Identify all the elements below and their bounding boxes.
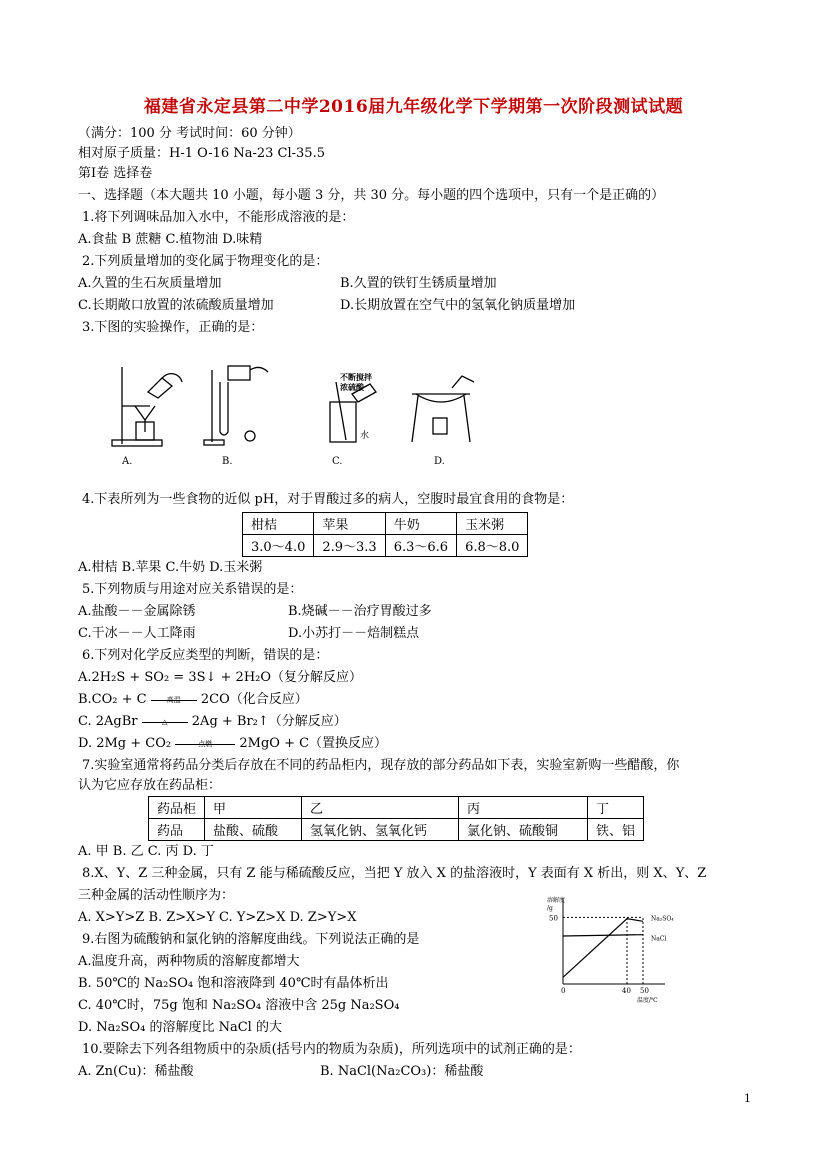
x-tick-label: 40 xyxy=(622,987,631,995)
page-title: 福建省永定县第二中学2016届九年级化学下学期第一次阶段测试试题 xyxy=(143,97,684,117)
question-6-option-c xyxy=(78,713,347,731)
question-6-option-d xyxy=(78,735,387,753)
equation-d-left: D. 2Mg + CO₂ xyxy=(78,736,172,751)
exam-info: （满分：100 分 考试时间：60 分钟） xyxy=(78,126,301,141)
cabinet-table-header: 丁 xyxy=(588,797,644,819)
question-6-option-a: A.2H₂S + SO₂ = 3S↓ + 2H₂O（复分解反应） xyxy=(78,670,363,685)
question-10-option-b: B. NaCl(Na₂CO₃)：稀盐酸 xyxy=(320,1064,484,1079)
question-1: 1.将下列调味品加入水中，不能形成溶液的是： xyxy=(82,210,355,225)
equation-b-left: B.CO₂ + C xyxy=(78,692,147,707)
equation-d-right: 2MgO + C（置换反应） xyxy=(239,736,388,751)
question-8-line-2: 三种金属的活动性顺序为： xyxy=(78,888,235,903)
question-5-option-a: A.盐酸－－金属除锈 xyxy=(78,604,196,619)
x-tick-label: 0 xyxy=(561,987,566,995)
question-9: 9.右图为硫酸钠和氯化钠的溶解度曲线。下列说法正确的是 xyxy=(82,932,420,947)
atomic-masses: 相对原子质量：H-1 O-16 Na-23 Cl-35.5 xyxy=(78,146,325,161)
reaction-condition: △ xyxy=(161,717,168,726)
question-2: 2.下列质量增加的变化属于物理变化的是： xyxy=(82,254,329,269)
cabinet-table-header: 乙 xyxy=(302,797,459,819)
series-label: NaCl xyxy=(651,935,667,943)
question-5-option-c: C.干冰－－人工降雨 xyxy=(78,626,196,641)
ph-table-header: 柑桔 xyxy=(243,513,314,535)
ph-table-cell: 3.0～4.0 xyxy=(243,535,314,557)
cabinet-table-header: 药品柜 xyxy=(149,797,205,819)
x-tick-label: 50 xyxy=(640,987,649,995)
question-2-option-b: B.久置的铁钉生锈质量增加 xyxy=(340,276,497,291)
cabinet-table-cell: 氢氧化钠、氢氧化钙 xyxy=(302,819,459,841)
question-4-options: A.柑桔 B.苹果 C.牛奶 D.玉米粥 xyxy=(78,560,263,575)
question-7-line-2: 认为它应存放在药品柜： xyxy=(78,778,222,793)
question-10-option-a: A. Zn(Cu)：稀盐酸 xyxy=(78,1064,194,1079)
cabinet-table-header: 丙 xyxy=(459,797,588,819)
y-axis-label: /g xyxy=(547,905,553,912)
question-8-line-1: 8.X、Y、Z 三种金属，只有 Z 能与稀硫酸反应，当把 Y 放入 X 的盐溶液时，Y 表面有 X 析出，则 X、Y、Z xyxy=(82,866,707,881)
section-instructions: 一、选择题（本大题共 10 小题，每小题 3 分，共 30 分。每小题的四个选项中，只有一个是正确的） xyxy=(78,188,665,203)
y-axis-label: 溶解度 xyxy=(547,897,566,904)
cabinet-table-cell: 氯化钠、硫酸铜 xyxy=(459,819,588,841)
question-8-options: A. X>Y>Z B. Z>X>Y C. Y>Z>X D. Z>Y>X xyxy=(78,910,357,925)
ph-table-cell: 6.3～6.6 xyxy=(385,535,456,557)
reaction-arrow xyxy=(142,715,188,729)
question-7-options: A. 甲 B. 乙 C. 丙 D. 丁 xyxy=(78,844,214,859)
figure-label-d: D. xyxy=(434,456,445,467)
question-9-option-b: B. 50℃的 Na₂SO₄ 饱和溶液降到 40℃时有晶体析出 xyxy=(78,976,389,991)
equation-c-right: 2Ag + Br₂↑（分解反应） xyxy=(191,714,347,729)
ph-table-cell: 2.9～3.3 xyxy=(314,535,385,557)
reaction-condition: 高温 xyxy=(166,695,181,704)
question-9-option-c: C. 40℃时，75g 饱和 Na₂SO₄ 溶液中含 25g Na₂SO₄ xyxy=(78,998,400,1013)
reaction-arrow xyxy=(175,737,235,751)
question-3: 3.下图的实验操作，正确的是： xyxy=(82,320,264,335)
page-number: 1 xyxy=(744,1092,751,1105)
question-9-option-d: D. Na₂SO₄ 的溶解度比 NaCl 的大 xyxy=(78,1020,282,1035)
figure-c-stir-text: 不断搅拌 xyxy=(340,372,372,382)
figure-label-c: C. xyxy=(332,456,343,467)
ph-table-header: 玉米粥 xyxy=(457,513,528,535)
figure-c-acid-text: 浓硫酸 xyxy=(340,382,364,392)
question-1-options: A.食盐 B 蔗糖 C.植物油 D.味精 xyxy=(78,232,263,247)
question-5-option-d: D.小苏打－－焙制糕点 xyxy=(288,626,420,641)
ph-table-header: 苹果 xyxy=(314,513,385,535)
question-6: 6.下列对化学反应类型的判断，错误的是： xyxy=(82,648,329,663)
question-5: 5.下列物质与用途对应关系错误的是： xyxy=(82,582,303,597)
equation-c-left: C. 2AgBr xyxy=(78,714,138,729)
cabinet-table-cell: 铁、铝 xyxy=(588,819,644,841)
reaction-arrow xyxy=(151,693,197,707)
lab-operations-figure xyxy=(100,352,500,472)
question-5-option-b: B.烧碱－－治疗胃酸过多 xyxy=(288,604,432,619)
equation-b-right: 2CO（化合反应） xyxy=(200,692,308,707)
question-6-option-b xyxy=(78,691,308,709)
question-4: 4.下表所列为一些食物的近似 pH，对于胃酸过多的病人，空腹时最宜食用的食物是： xyxy=(82,492,574,507)
question-2-option-c: C.长期敞口放置的浓硫酸质量增加 xyxy=(78,298,274,313)
question-7-line-1: 7.实验室通常将药品分类后存放在不同的药品柜内，现存放的部分药品如下表，实验室新购一些醋酸，你 xyxy=(82,758,680,773)
cabinet-table-header: 甲 xyxy=(205,797,302,819)
ph-table-cell: 6.8～8.0 xyxy=(457,535,528,557)
figure-c-water-text: 水 xyxy=(360,431,370,441)
cabinet-table-cell: 盐酸、硫酸 xyxy=(205,819,302,841)
cabinet-table xyxy=(148,796,644,841)
figure-label-b: B. xyxy=(222,456,233,467)
section-heading: 第Ⅰ卷 选择卷 xyxy=(78,166,153,181)
figure-label-a: A. xyxy=(122,456,133,467)
series-line xyxy=(563,919,643,978)
question-10: 10.要除去下列各组物质中的杂质(括号内的物质为杂质)，所列选项中的试剂正确的是： xyxy=(82,1042,581,1057)
series-line xyxy=(563,935,643,936)
x-axis-label: 温度/℃ xyxy=(637,997,658,1004)
reaction-condition: 点燃 xyxy=(198,739,213,748)
question-2-option-d: D.长期放置在空气中的氢氧化钠质量增加 xyxy=(340,298,576,313)
cabinet-table-cell: 药品 xyxy=(149,819,205,841)
solubility-chart xyxy=(545,892,675,1004)
question-9-option-a: A.温度升高，两种物质的溶解度都增大 xyxy=(78,954,300,969)
y-tick-label: 50 xyxy=(549,914,558,923)
series-label: Na₂SO₄ xyxy=(651,915,674,923)
ph-table xyxy=(242,512,528,557)
question-2-option-a: A.久置的生石灰质量增加 xyxy=(78,276,222,291)
ph-table-header: 牛奶 xyxy=(385,513,456,535)
